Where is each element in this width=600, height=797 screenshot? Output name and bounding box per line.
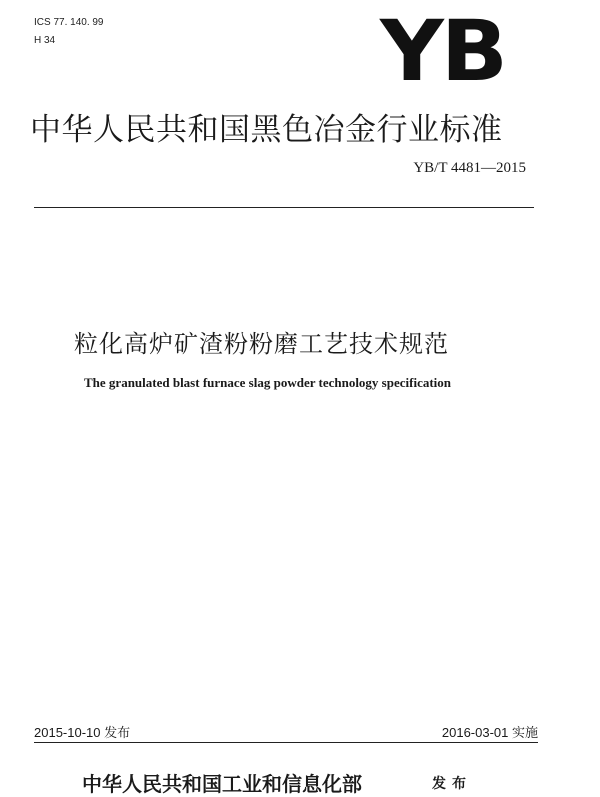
document-title-english: The granulated blast furnace slag powder technology specification bbox=[84, 375, 452, 390]
implementation-date: 2016-03-01 实施 bbox=[441, 725, 538, 740]
top-divider bbox=[34, 207, 534, 208]
issue-label: 发布 bbox=[432, 776, 472, 792]
yb-logo: YB bbox=[380, 2, 505, 100]
issuing-authority: 中华人民共和国工业和信息化部 bbox=[82, 772, 362, 796]
standard-number: YB/T 4481—2015 bbox=[413, 160, 526, 176]
publish-date: 2015-10-10 发布 bbox=[34, 725, 131, 740]
classification-code: H 34 bbox=[34, 35, 56, 46]
standard-category-title: 中华人民共和国黑色冶金行业标准 bbox=[30, 112, 503, 148]
bottom-divider bbox=[34, 742, 538, 743]
document-title-chinese: 粒化高炉矿渣粉粉磨工艺技术规范 bbox=[74, 330, 449, 358]
ics-code: ICS 77. 140. 99 bbox=[34, 17, 104, 28]
